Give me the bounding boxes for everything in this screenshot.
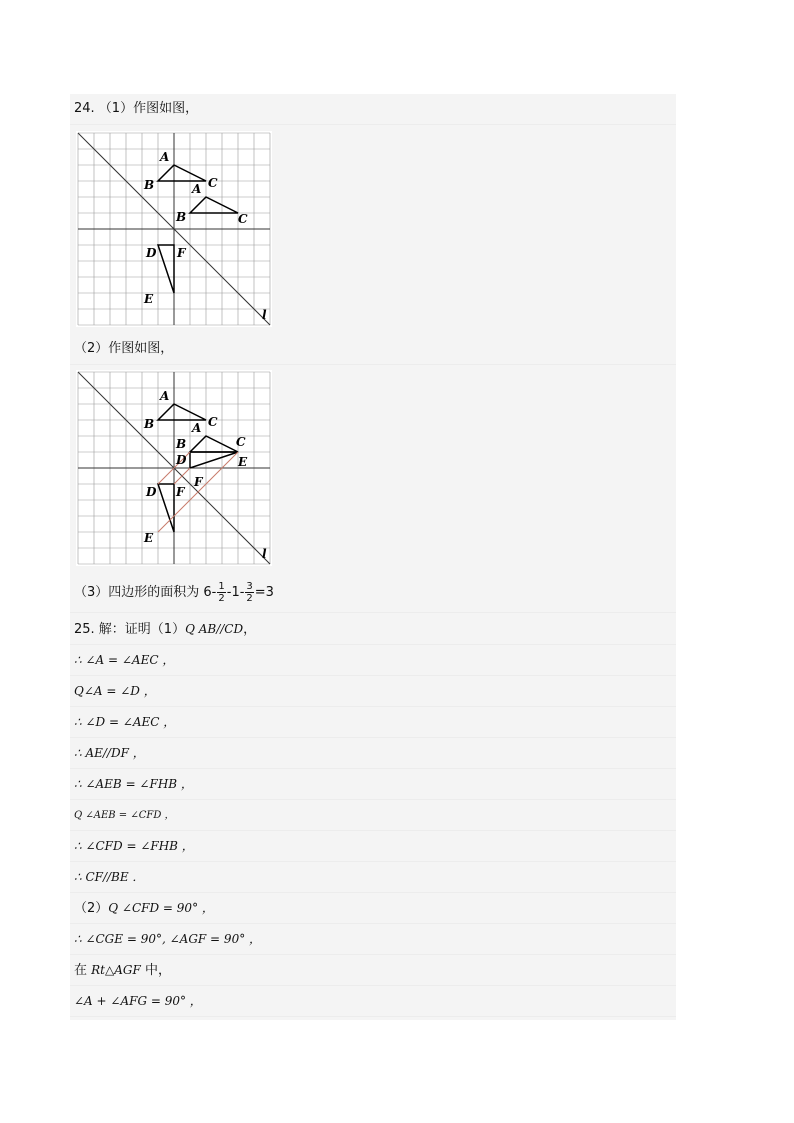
label2-d2: D — [176, 453, 187, 467]
label2-f: F — [176, 485, 185, 499]
label-f: F — [177, 246, 186, 260]
q25-l6: ∴ ∠AEB = ∠FHB ， — [74, 777, 193, 791]
label2-l: l — [262, 547, 267, 561]
q25-l10-text: （2） — [74, 901, 109, 916]
q25-l12-b: 中， — [140, 963, 171, 978]
label-a1: A — [160, 150, 170, 164]
q25-line-11 — [70, 924, 676, 955]
q25-l12-math: Rt△AGF — [91, 963, 141, 977]
q25-l1-text: 25. 解：证明（1） — [74, 622, 186, 637]
q25-l3: Q∠A = ∠D ， — [74, 684, 156, 698]
label-c2: C — [238, 212, 248, 226]
q25-line-9 — [70, 862, 676, 893]
label2-d: D — [146, 485, 157, 499]
label-b1: B — [144, 178, 155, 192]
frac1-num: 1 — [218, 581, 225, 592]
frac1-den: 2 — [218, 593, 225, 604]
label2-c1: C — [208, 415, 218, 429]
q25-line-8 — [70, 831, 676, 862]
fraction-half — [217, 581, 225, 604]
frac2-den: 2 — [246, 593, 253, 604]
q25-l10-math: Q ∠CFD = 90° ， — [108, 901, 214, 915]
label-a2: A — [192, 182, 202, 196]
figure-1 — [76, 131, 272, 331]
label2-e2: E — [238, 455, 248, 469]
q25-l9: ∴ CF//BE ． — [74, 870, 145, 884]
figure-2-grid — [76, 370, 272, 566]
label2-a1: A — [160, 389, 170, 403]
label2-a2: A — [192, 421, 202, 435]
q25-line-10 — [70, 893, 676, 924]
label2-b1: B — [144, 417, 155, 431]
answer-sheet — [70, 94, 676, 1020]
q25-line-3 — [70, 676, 676, 707]
q25-l2: ∴ ∠A = ∠AEC ， — [74, 653, 175, 667]
q25-l1-tail: ， — [243, 622, 257, 637]
q25-line-6 — [70, 769, 676, 800]
label-e: E — [144, 292, 154, 306]
q25-line-13 — [70, 986, 676, 1017]
q25-line-1 — [70, 614, 676, 645]
q25-l12-a: 在 — [74, 963, 92, 978]
q25-line-4 — [70, 707, 676, 738]
q25-l7: Q ∠AEB = ∠CFD ， — [74, 810, 175, 821]
q25-line-7 — [70, 800, 676, 831]
q25-l1-math: Q AB//CD — [185, 622, 244, 636]
q25-l4: ∴ ∠D = ∠AEC ， — [74, 715, 176, 729]
q25-line-12 — [70, 955, 676, 986]
q24-part3-mid: -1- — [226, 585, 245, 600]
figure-2 — [76, 370, 272, 570]
q25-l8: ∴ ∠CFD = ∠FHB ， — [74, 839, 194, 853]
q24-part1-line — [70, 94, 676, 125]
figure-1-grid — [76, 131, 272, 327]
label-d: D — [146, 246, 157, 260]
label2-e: E — [144, 531, 154, 545]
q24-part2-text: （2）作图如图， — [74, 341, 174, 356]
q24-part3-prefix: （3）四边形的面积为 6- — [74, 585, 217, 600]
label-l: l — [262, 308, 267, 322]
label-c1: C — [208, 176, 218, 190]
q24-part3-suffix: =3 — [254, 585, 274, 600]
fraction-three-halves — [245, 581, 253, 604]
label-b2: B — [176, 210, 187, 224]
frac2-num: 3 — [246, 581, 253, 592]
q25-l11: ∴ ∠CGE = 90°, ∠AGF = 90° ， — [74, 932, 262, 946]
q24-part1-text: 24. （1）作图如图， — [74, 101, 199, 116]
q25-line-2 — [70, 645, 676, 676]
q24-part3-line — [70, 574, 676, 613]
q25-l13: ∠A + ∠AFG = 90° ， — [74, 994, 202, 1008]
q24-part2-line — [70, 334, 676, 365]
q25-l5: ∴ AE//DF ， — [74, 746, 145, 760]
q25-line-5 — [70, 738, 676, 769]
label2-b2: B — [176, 437, 187, 451]
label2-c2: C — [236, 435, 246, 449]
label2-f2: F — [194, 475, 203, 489]
